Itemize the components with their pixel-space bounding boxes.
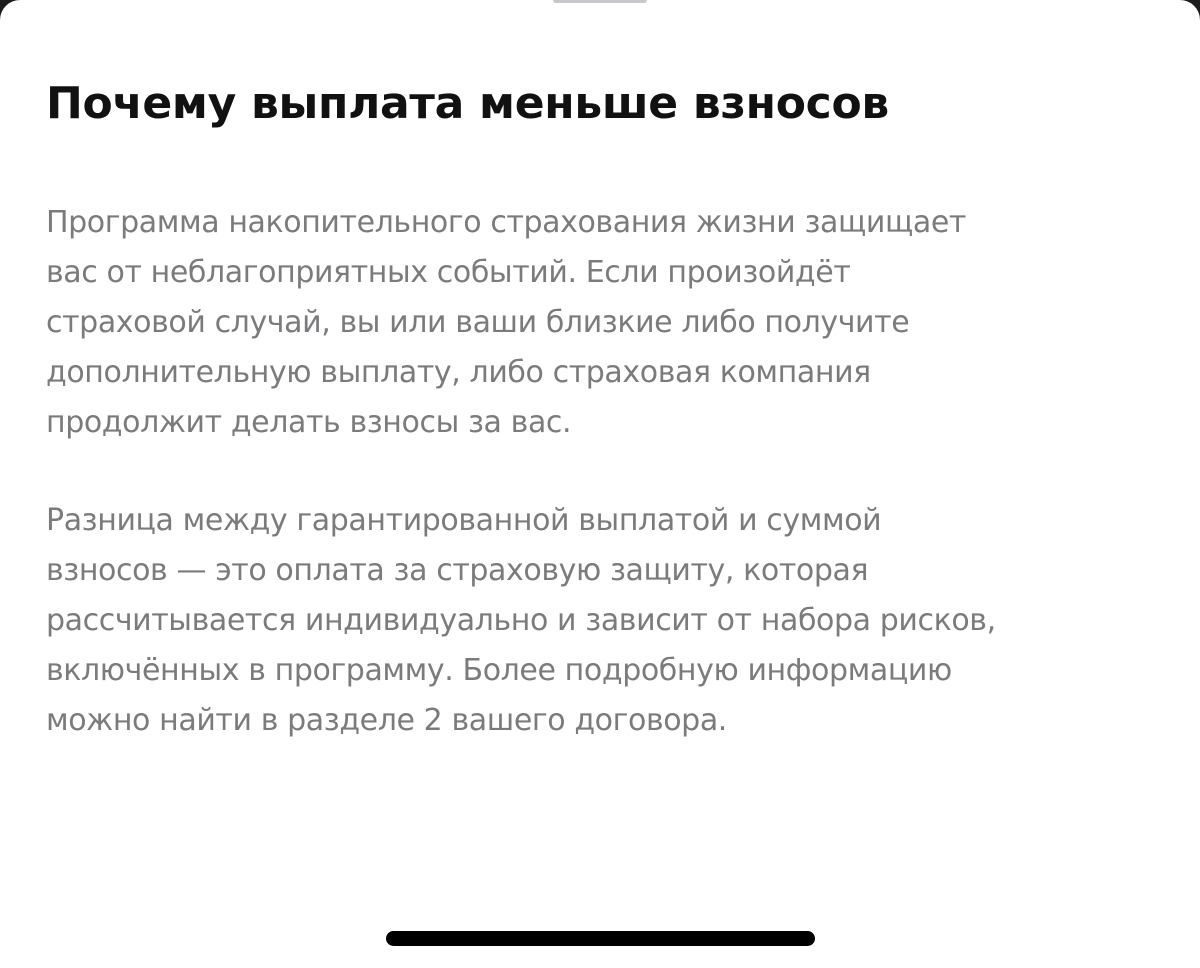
paragraph-line: продолжит делать взносы за вас.: [46, 405, 572, 440]
sheet-grabber-handle[interactable]: [553, 0, 647, 3]
paragraph-protection: [46, 198, 1156, 448]
paragraph-difference: [46, 496, 1156, 746]
paragraph-line: Программа накопительного страхования жизни защищает: [46, 205, 966, 240]
sheet-title: Почему выплата меньше взносов: [46, 78, 889, 129]
paragraph-line: рассчитывается индивидуально и зависит от набора рисков,: [46, 603, 996, 638]
home-indicator[interactable]: [386, 931, 815, 946]
paragraph-line: взносов — это оплата за страховую защиту, которая: [46, 553, 869, 588]
paragraph-line: включённых в программу. Более подробную информацию: [46, 653, 952, 688]
paragraph-line: Разница между гарантированной выплатой и суммой: [46, 503, 882, 538]
paragraph-line: вас от неблагоприятных событий. Если произойдёт: [46, 255, 851, 290]
paragraph-line: дополнительную выплату, либо страховая компания: [46, 355, 871, 390]
paragraph-line: страховой случай, вы или ваши близкие либо получите: [46, 305, 910, 340]
paragraph-line: можно найти в разделе 2 вашего договора.: [46, 703, 727, 738]
